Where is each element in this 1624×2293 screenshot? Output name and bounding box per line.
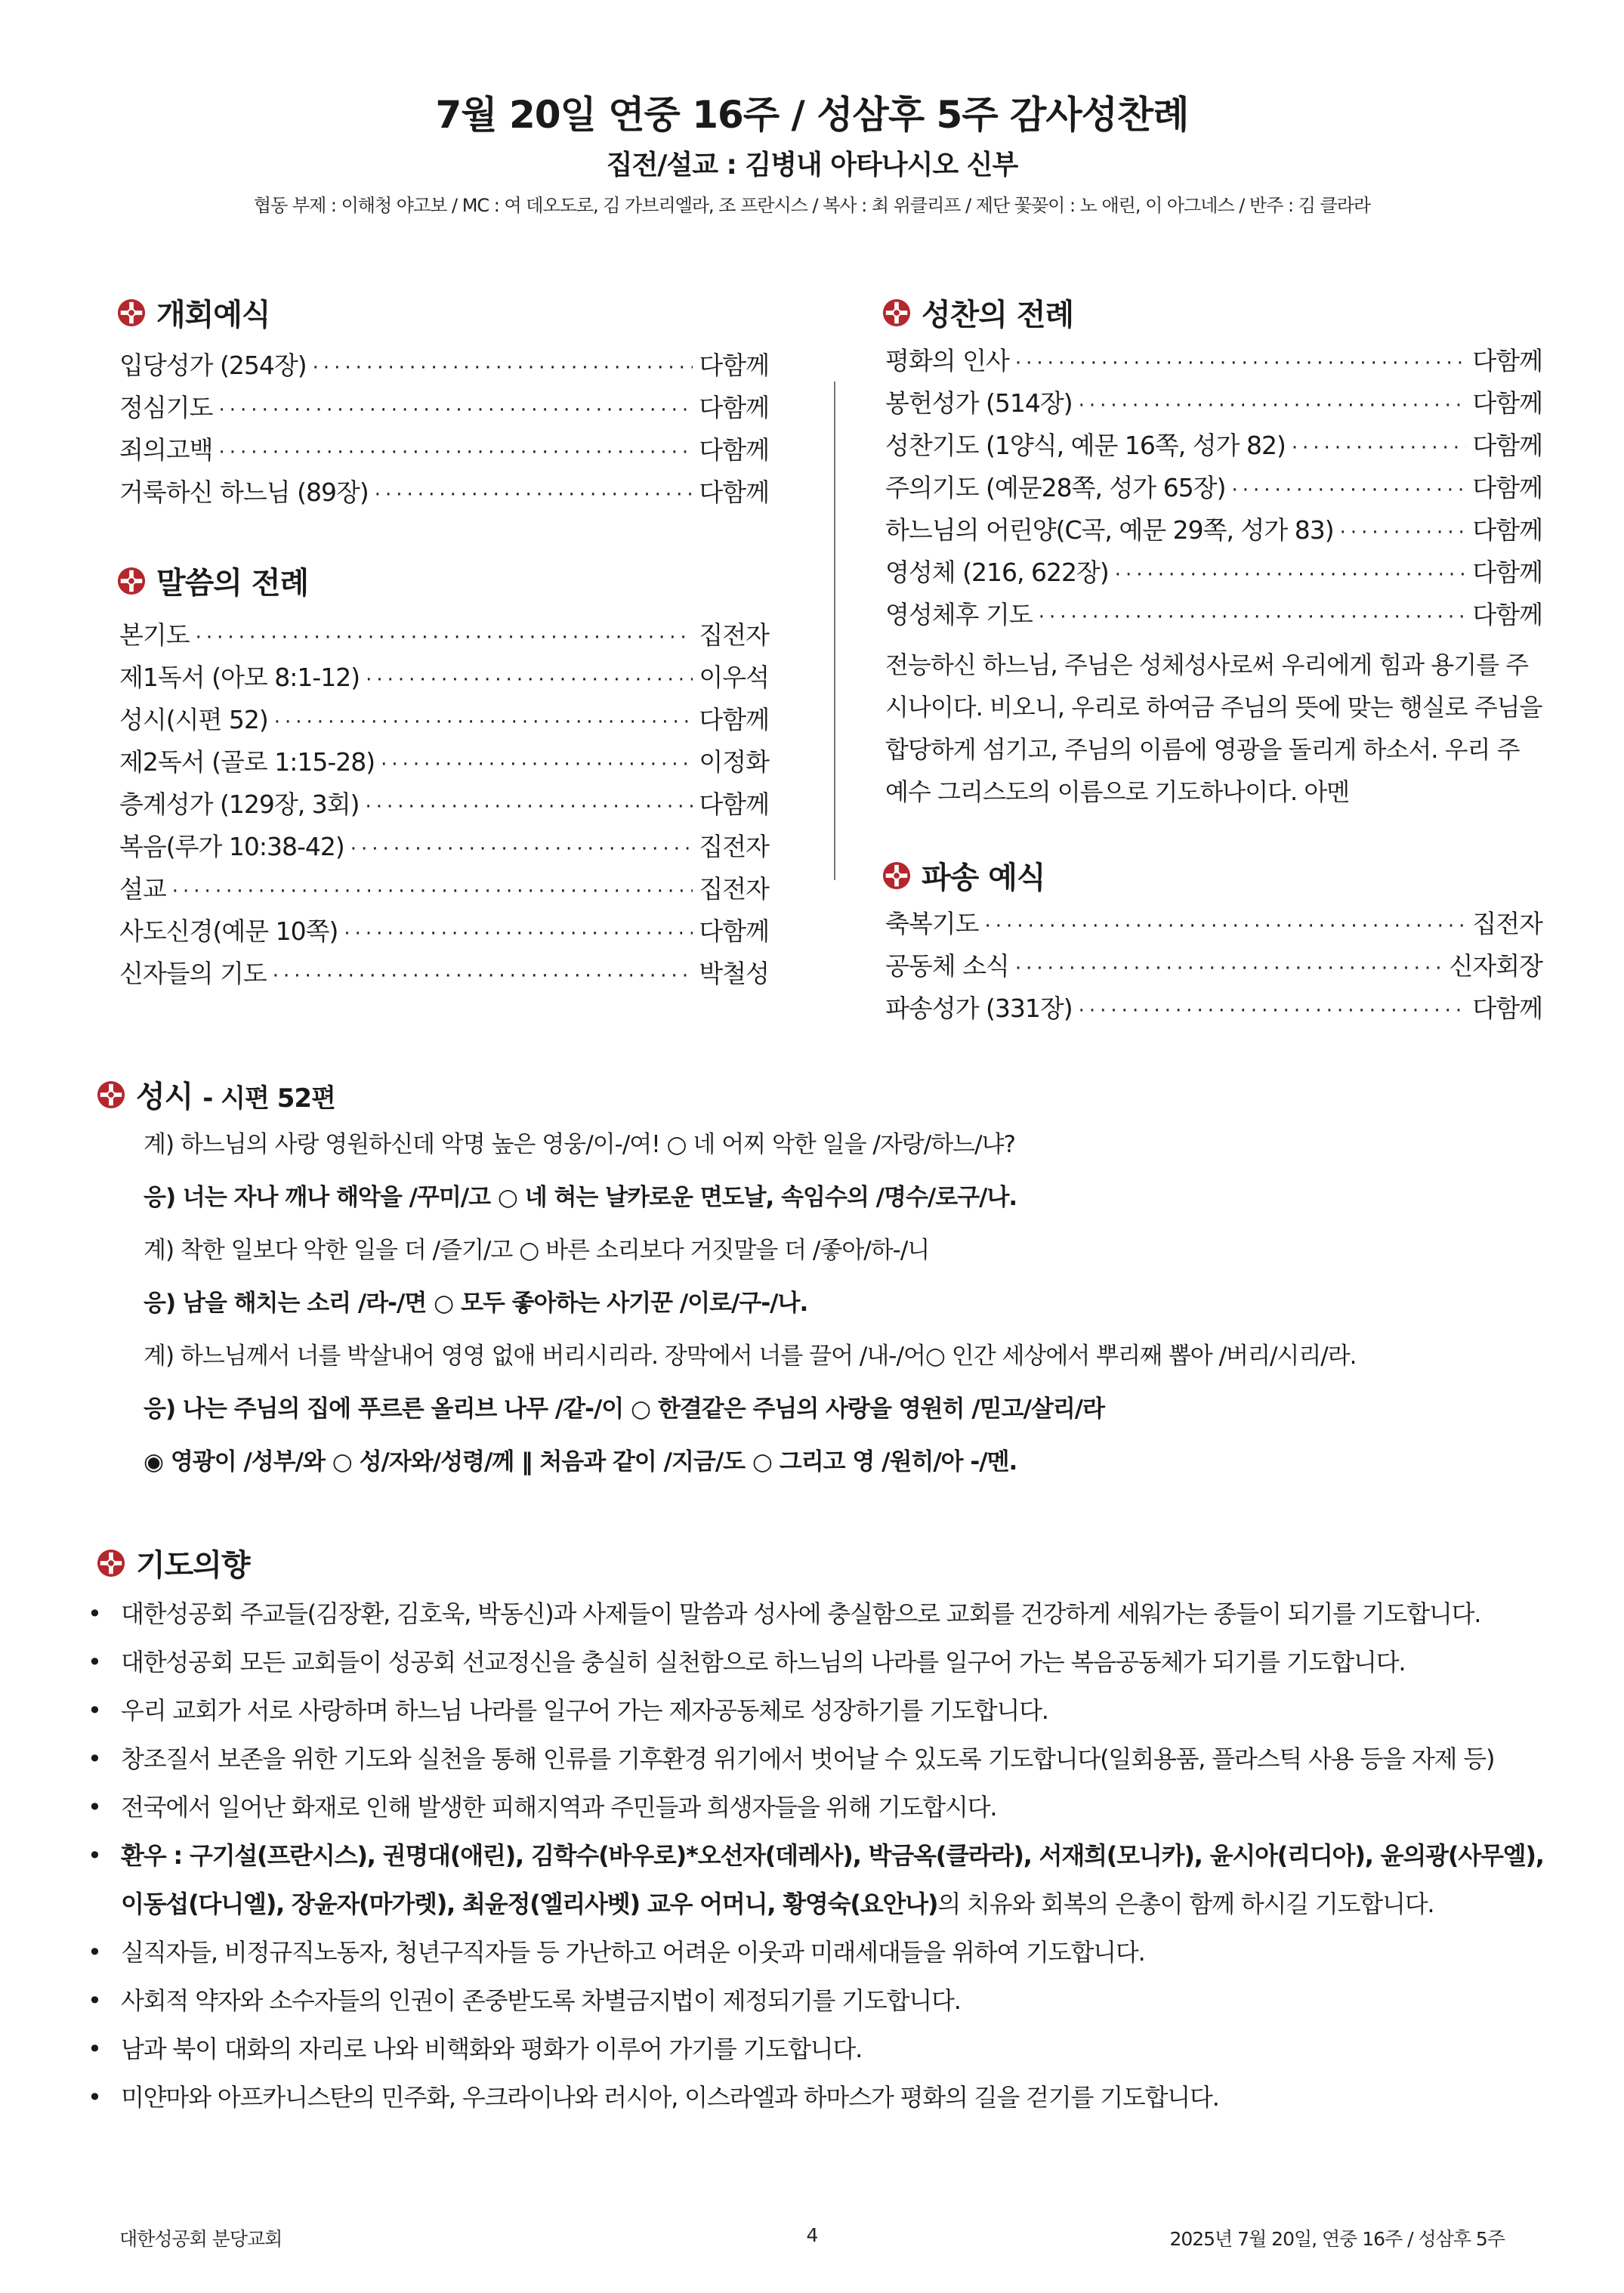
order-leader: 다함께 — [699, 393, 769, 422]
intention-item — [82, 1735, 1555, 1783]
intention-text: 우리 교회가 서로 사랑하며 하느님 나라를 일구어 가는 제자공동체로 성장하기를 기도합니다. — [121, 1696, 1048, 1725]
dot-leader — [381, 743, 693, 786]
order-leader: 집전자 — [1472, 909, 1542, 938]
order-row — [885, 467, 1542, 509]
order-item: 본기도 — [119, 620, 190, 650]
order-item: 복음(루가 10:38-42) — [119, 832, 344, 861]
order-row — [119, 826, 769, 868]
word-list — [119, 614, 769, 995]
order-item: 설교 — [119, 874, 166, 904]
psalm-line: 응) 나는 주님의 집에 푸르른 올리브 나무 /같-/이 ○ 한결같은 주님의 사랑을 영원히 /믿고/살리/라 — [144, 1395, 1105, 1423]
bullet-marker: • — [88, 1648, 101, 1676]
psalm-text — [144, 1118, 1579, 1488]
order-row — [885, 987, 1542, 1030]
intention-text: 미얀마와 아프카니스탄의 민주화, 우크라이나와 러시아, 이스라엘과 하마스가 평화의 길을 걷기를 기도합니다. — [121, 2083, 1219, 2112]
order-row — [119, 868, 769, 910]
intention-item — [82, 2073, 1555, 2121]
dot-leader — [1340, 511, 1467, 554]
psalm-subtitle: - 시편 52편 — [202, 1083, 335, 1114]
order-item: 파송성가 (331장) — [885, 994, 1073, 1023]
bullet-marker: • — [88, 2083, 101, 2112]
section-title: 개회예식 — [156, 298, 270, 332]
dot-leader — [219, 389, 693, 431]
red-cross-icon — [97, 1080, 125, 1109]
psalm-line: ◉ 영광이 /성부/와 ○ 성/자와/성령/께 ‖ 처음과 같이 /지금/도 ○ 그리고 영 /원히/아 -/멘. — [144, 1448, 1017, 1476]
order-leader: 집전자 — [699, 620, 769, 650]
dot-leader — [273, 955, 693, 997]
intention-item-patients — [82, 1831, 1555, 1928]
order-leader: 집전자 — [699, 874, 769, 904]
dot-leader — [274, 701, 693, 743]
order-row — [885, 340, 1542, 382]
order-leader: 다함께 — [1472, 600, 1542, 629]
intention-item — [82, 1976, 1555, 2025]
order-item: 제2독서 (골로 1:15-28) — [119, 747, 375, 777]
order-row — [885, 594, 1542, 636]
section-title: 파송 예식 — [922, 861, 1045, 895]
red-cross-icon — [117, 567, 146, 595]
dot-leader — [1015, 342, 1466, 385]
celebrant-line: 집전/설교 : 김병내 아타나시오 신부 — [606, 150, 1018, 181]
order-item: 성찬기도 (1양식, 예문 16쪽, 성가 82) — [885, 431, 1286, 460]
post-communion-prayer: 전능하신 하느님, 주님은 성체성사로써 우리에게 힘과 용기를 주시나이다. 비오니, 우리로 하여금 주님의 뜻에 맞는 행실로 주님을 합당하게 섬기고, 주님의 이름에 영광을 돌리게 하소서. 우리 주 예수 그리스도의 이름으로 기도하나이다. 아멘 — [885, 651, 1542, 806]
section-title: 성찬의 전례 — [922, 298, 1074, 332]
intention-text: 사회적 약자와 소수자들의 인권이 존중받도록 차별금지법이 제정되기를 기도합니다. — [121, 1986, 961, 2015]
intention-text: 대한성공회 모든 교회들이 성공회 선교정신을 충실히 실천함으로 하느님의 나라를 일구어 가는 복음공동체가 되기를 기도합니다. — [121, 1648, 1406, 1676]
red-cross-icon — [882, 861, 911, 890]
order-item: 죄의고백 — [119, 435, 213, 465]
patients-label: 환우 : — [121, 1841, 190, 1870]
dot-leader — [366, 659, 693, 701]
red-cross-icon — [117, 298, 146, 327]
psalm-line: 계) 착한 일보다 악한 일을 더 /즐기/고 ○ 바른 소리보다 거짓말을 더 /좋아/하-/니 — [144, 1237, 930, 1264]
section-title: 기도의향 — [136, 1548, 250, 1583]
order-item: 주의기도 (예문28쪽, 성가 65장) — [885, 473, 1226, 502]
footer-church: 대한성공회 분당교회 — [119, 2228, 283, 2250]
order-row — [119, 345, 769, 387]
order-leader: 이우석 — [699, 663, 769, 692]
dot-leader — [1115, 554, 1467, 596]
order-row — [885, 509, 1542, 552]
order-item: 신자들의 기도 — [119, 959, 267, 988]
dot-leader — [219, 431, 693, 474]
order-row — [119, 657, 769, 699]
order-row — [119, 471, 769, 514]
section-heading-dismissal — [882, 854, 1045, 897]
section-title — [136, 1073, 335, 1116]
order-leader: 다함께 — [1472, 558, 1542, 587]
section-heading-opening — [117, 291, 270, 334]
order-leader: 다함께 — [699, 435, 769, 465]
dot-leader — [1292, 427, 1467, 469]
footer-date: 2025년 7월 20일, 연중 16주 / 성삼후 5주 — [1169, 2228, 1505, 2250]
page-title: 7월 20일 연중 16주 / 성삼후 5주 감사성찬례 — [435, 93, 1189, 137]
order-row — [885, 552, 1542, 594]
order-row — [885, 903, 1542, 945]
order-item: 하느님의 어린양(C곡, 예문 29쪽, 성가 83) — [885, 515, 1334, 545]
dot-leader — [1039, 596, 1467, 638]
order-row — [119, 699, 769, 741]
patients-rest: 의 치유와 회복의 은총이 함께 하시길 기도합니다. — [937, 1890, 1434, 1918]
intention-item — [82, 1638, 1555, 1686]
order-leader: 집전자 — [699, 832, 769, 861]
order-row — [119, 783, 769, 826]
bullet-marker: • — [88, 1841, 101, 1870]
order-item: 층계성가 (129장, 3회) — [119, 790, 360, 819]
psalm-line: 응) 남을 해치는 소리 /라-/면 ○ 모두 좋아하는 사기꾼 /이로/구-/나. — [144, 1290, 808, 1317]
order-row — [119, 910, 769, 953]
dot-leader — [172, 870, 693, 913]
order-item: 영성체 (216, 622장) — [885, 558, 1109, 587]
order-row — [119, 429, 769, 471]
order-leader: 신자회장 — [1449, 951, 1542, 981]
order-row — [119, 953, 769, 995]
bullet-marker: • — [88, 1744, 101, 1773]
bullet-marker: • — [88, 1696, 101, 1725]
intention-item — [82, 1590, 1555, 1638]
order-leader: 다함께 — [1472, 473, 1542, 502]
dot-leader — [1079, 990, 1467, 1032]
dot-leader — [196, 617, 693, 659]
dot-leader — [1231, 469, 1466, 511]
order-item: 거룩하신 하느님 (89장) — [119, 477, 369, 507]
intentions-list — [82, 1590, 1555, 2121]
dot-leader — [344, 913, 693, 955]
order-item: 입당성가 (254장) — [119, 351, 307, 380]
order-leader: 박철성 — [699, 959, 769, 988]
bullet-marker: • — [88, 1986, 101, 2015]
column-divider — [834, 382, 835, 880]
section-heading-psalm — [97, 1073, 335, 1116]
dismissal-list — [885, 903, 1542, 1030]
eucharist-list — [885, 340, 1542, 636]
order-row — [119, 387, 769, 429]
order-row — [119, 614, 769, 657]
opening-list — [119, 345, 769, 514]
red-cross-icon — [882, 298, 911, 327]
dot-leader — [350, 828, 693, 870]
psalm-line: 계) 하느님의 사랑 영원하신데 악명 높은 영웅/이-/여! ○ 네 어찌 악한 일을 /자랑/하느/냐? — [144, 1131, 1015, 1158]
bullet-marker: • — [88, 1599, 101, 1628]
order-leader: 다함께 — [699, 916, 769, 946]
order-item: 공동체 소식 — [885, 951, 1009, 981]
order-item: 성시(시편 52) — [119, 705, 268, 734]
bullet-marker: • — [88, 1793, 101, 1822]
intention-item — [82, 1783, 1555, 1831]
order-item: 제1독서 (아모 8:1-12) — [119, 663, 360, 692]
intention-text: 창조질서 보존을 위한 기도와 실천을 통해 인류를 기후환경 위기에서 벗어날 수 있도록 기도합니다(일회용품, 플라스틱 사용 등을 자제 등) — [121, 1744, 1495, 1773]
dot-leader — [985, 905, 1467, 947]
psalm-line: 계) 하느님께서 너를 박살내어 영영 없애 버리시리라. 장막에서 너를 끌어 /내-/어○ 인간 세상에서 뿌리째 뽑아 /버리/시리/라. — [144, 1343, 1357, 1370]
section-heading-eucharist — [882, 291, 1073, 334]
order-row — [885, 382, 1542, 425]
order-leader: 다함께 — [1472, 431, 1542, 460]
order-leader: 다함께 — [1472, 388, 1542, 418]
intention-text: 남과 북이 대화의 자리로 나와 비핵화와 평화가 이루어 가기를 기도합니다. — [121, 2035, 863, 2063]
intention-text: 대한성공회 주교들(김장환, 김호욱, 박동신)과 사제들이 말씀과 성사에 충실함으로 교회를 건강하게 세워가는 종들이 되기를 기도합니다. — [121, 1599, 1481, 1628]
section-heading-word — [117, 559, 308, 602]
dot-leader — [375, 474, 693, 516]
order-leader: 다함께 — [699, 477, 769, 507]
order-row — [885, 425, 1542, 467]
order-leader: 이정화 — [699, 747, 769, 777]
order-leader: 다함께 — [699, 705, 769, 734]
order-leader: 다함께 — [699, 790, 769, 819]
bullet-marker: • — [88, 2035, 101, 2063]
section-title: 말씀의 전례 — [156, 566, 309, 601]
psalm-line: 응) 너는 자나 깨나 해악을 /꾸미/고 ○ 네 혀는 날카로운 면도날, 속임수의 /명수/로구/나. — [144, 1184, 1017, 1211]
intention-text: 전국에서 일어난 화재로 인해 발생한 피해지역과 주민들과 희생자들을 위해 기도합시다. — [121, 1793, 997, 1822]
dot-leader — [313, 347, 693, 389]
order-item: 정심기도 — [119, 393, 213, 422]
order-row — [885, 945, 1542, 987]
section-heading-intentions — [97, 1541, 250, 1584]
intention-item — [82, 2025, 1555, 2073]
dot-leader — [1015, 947, 1443, 990]
bullet-marker: • — [88, 1938, 101, 1967]
order-item: 평화의 인사 — [885, 346, 1009, 375]
order-item: 축복기도 — [885, 909, 979, 938]
psalm-title: 성시 — [136, 1080, 193, 1114]
intention-text: 실직자들, 비정규직노동자, 청년구직자들 등 가난하고 어려운 이웃과 미래세대들을 위하여 기도합니다. — [121, 1938, 1145, 1967]
intention-item — [82, 1928, 1555, 1976]
credits-line: 협동 부제 : 이해청 야고보 / MC : 여 데오도로, 김 가브리엘라, 조 프란시스 / 복사 : 최 위클리프 / 제단 꽃꽂이 : 노 애린, 이 아그네스 / 반주 : 김 클라라 — [253, 195, 1371, 216]
order-leader: 다함께 — [1472, 515, 1542, 545]
order-leader: 다함께 — [1472, 994, 1542, 1023]
order-leader: 다함께 — [699, 351, 769, 380]
dot-leader — [1079, 385, 1467, 427]
order-item: 사도신경(예문 10쪽) — [119, 916, 338, 946]
intention-item — [82, 1686, 1555, 1735]
dot-leader — [365, 786, 693, 828]
red-cross-icon — [97, 1549, 125, 1578]
patients-names: 구기설(프란시스), 권명대(애린), 김학수(바우로)*오선자(데레사), 박금옥(클라라), 서재희(모니카), 윤시아(리디아), 윤의광(사무엘), 이동섭(다니엘), 장윤자(마가렛), 최윤정(엘리사벳) 교우 어머니, 황영숙(요안나) — [121, 1841, 1544, 1918]
order-leader: 다함께 — [1472, 346, 1542, 375]
order-item: 봉헌성가 (514장) — [885, 388, 1073, 418]
order-item: 영성체후 기도 — [885, 600, 1033, 629]
order-row — [119, 741, 769, 783]
page-number: 4 — [806, 2224, 818, 2246]
